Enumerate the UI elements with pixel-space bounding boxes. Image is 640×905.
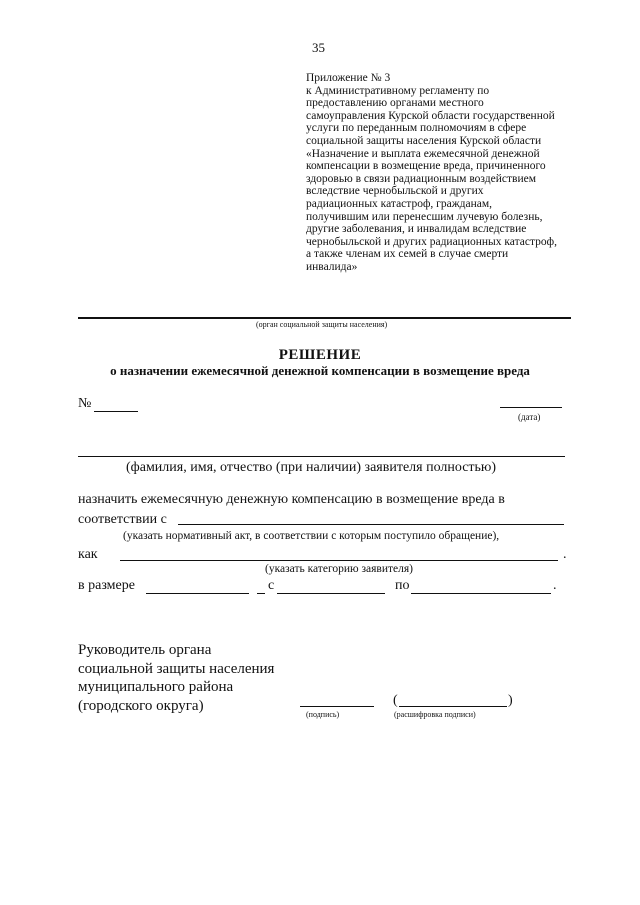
signatory-line: Руководитель органа: [78, 642, 212, 658]
appendix-line: инвалида»: [306, 260, 358, 273]
appendix-line: «Назначение и выплата ежемесячной денежной: [306, 147, 540, 160]
appendix-line: другие заболевания, и инвалидам вследствие: [306, 223, 527, 236]
appendix-line: здоровью в связи радиационным воздействием: [306, 172, 536, 185]
appendix-line: Приложение № 3: [306, 72, 391, 84]
signatory-line: муниципального района: [78, 679, 234, 695]
appendix-line: а также членам их семей в случае смерти: [306, 248, 509, 261]
applicant-caption: (фамилия, имя, отчество (при наличии) заявителя полностью): [126, 460, 497, 475]
appendix-line: компенсации в возмещение вреда, причиненного: [306, 160, 546, 173]
appendix-line: услуги по переданным полномочиям в сфере: [306, 122, 527, 135]
appendix-line: предоставлению органами местного: [306, 97, 484, 110]
signature-field[interactable]: [300, 706, 374, 707]
dash-field: [257, 593, 265, 594]
appendix-line: чернобыльской и других радиационных катастроф,: [306, 235, 557, 248]
to-label: по: [395, 578, 410, 593]
as-label: как: [78, 547, 98, 562]
organ-caption: (орган социальной защиты населения): [256, 320, 388, 329]
date-caption: (дата): [518, 412, 541, 422]
period-mark: .: [563, 547, 567, 562]
signatory-block: [78, 641, 274, 715]
appendix-line: социальной защиты населения Курской области: [306, 134, 542, 147]
amount-label: в размере: [78, 578, 135, 593]
open-paren: (: [393, 693, 398, 708]
appendix-line: получившим или перенесшим лучевую болезнь,: [306, 210, 543, 223]
category-field[interactable]: [120, 560, 558, 561]
close-paren: ): [508, 693, 513, 708]
document-subtitle: о назначении ежемесячной денежной компенсации в возмещение вреда: [110, 363, 530, 378]
number-field[interactable]: [94, 411, 138, 412]
amount-field[interactable]: [146, 593, 249, 594]
page-number: 35: [312, 40, 325, 55]
appendix-block: [306, 72, 581, 274]
document-title: РЕШЕНИЕ: [278, 347, 362, 363]
organ-line: [78, 317, 571, 319]
to-date-field[interactable]: [411, 593, 551, 594]
from-date-field[interactable]: [277, 593, 385, 594]
signatory-line: (городского округа): [78, 697, 204, 714]
act-caption: (указать нормативный акт, в соответствии с которым поступило обращение),: [123, 530, 500, 542]
date-field[interactable]: [500, 407, 562, 408]
appendix-line: радиационных катастроф, гражданам,: [306, 197, 493, 210]
from-label: с: [268, 578, 275, 593]
applicant-name-field[interactable]: [78, 456, 565, 457]
appendix-line: вследствие чернобыльской и других: [306, 185, 484, 198]
normative-act-field[interactable]: [178, 524, 564, 525]
decoding-caption: (расшифровка подписи): [394, 710, 476, 719]
signature-caption: (подпись): [306, 710, 340, 719]
appendix-line: самоуправления Курской области государственной: [306, 109, 555, 122]
number-label: №: [78, 396, 92, 411]
decision-accordance-label: соответствии с: [78, 512, 167, 527]
category-caption: (указать категорию заявителя): [265, 563, 414, 575]
decision-line: назначить ежемесячную денежную компенсацию в возмещение вреда в: [78, 492, 505, 507]
period-mark: .: [553, 578, 557, 593]
appendix-line: к Административному регламенту по: [306, 84, 490, 97]
signatory-line: социальной защиты населения: [78, 660, 275, 677]
signature-decoding-field[interactable]: [399, 706, 507, 707]
